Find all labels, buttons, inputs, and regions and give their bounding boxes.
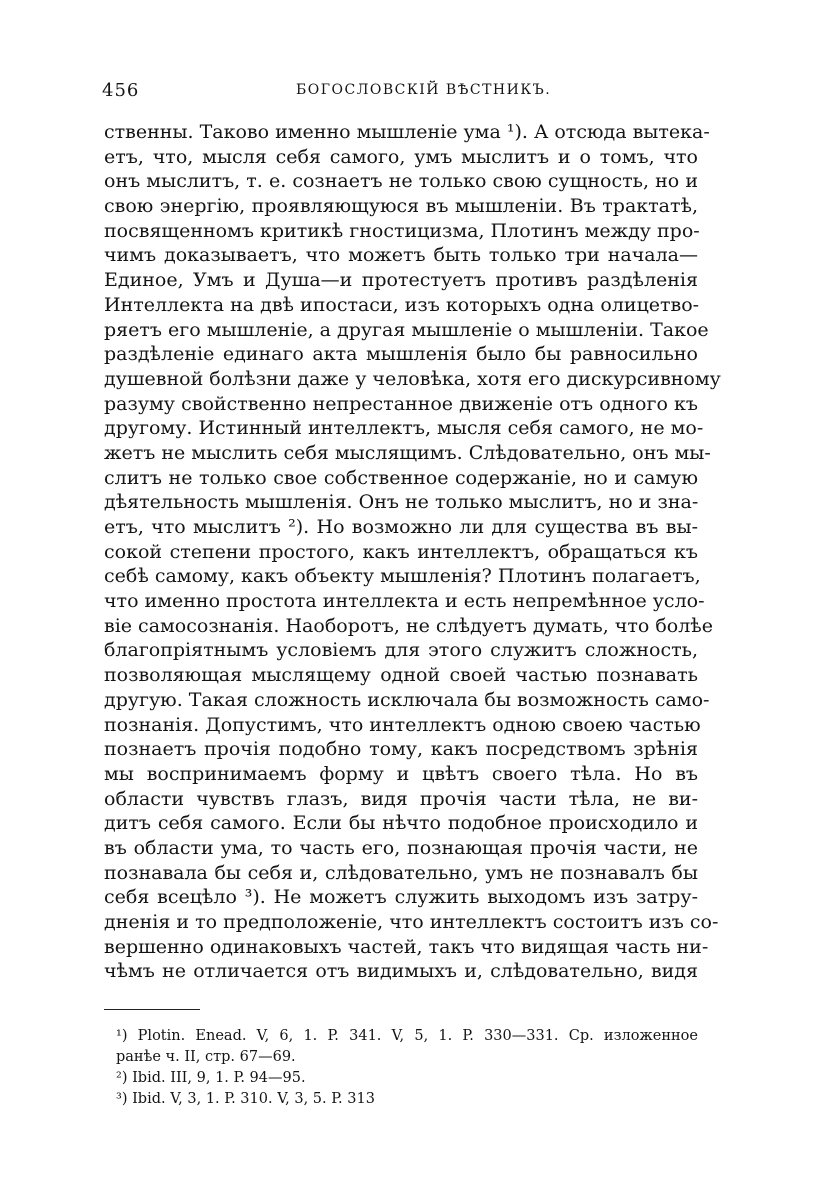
text-line: свою энергію, проявляющуюся въ мышленіи. Въ трактатѣ,: [104, 195, 698, 218]
text-line: разуму свойственно непрестанное движеніе отъ одного къ: [104, 392, 698, 415]
text-line: дитъ себя самого. Если бы нѣчто подобное происходило и: [104, 812, 698, 835]
page-header: [102, 72, 698, 101]
footnotes: [104, 1026, 698, 1110]
text-line: чѣмъ не отличается отъ видимыхъ и, слѣдовательно, видя: [104, 960, 698, 983]
text-line: благопріятнымъ условіемъ для этого служитъ сложность,: [104, 639, 698, 662]
text-line: етъ, что мыслитъ ²). Но возможно ли для существа въ вы-: [104, 516, 698, 538]
text-line: ряетъ его мышленіе, а другая мышленіе о мышленіи. Такое: [104, 318, 709, 341]
text-line: душевной болѣзни даже у человѣка, хотя его дискурсивному: [104, 367, 721, 390]
text-line: Единое, Умъ и Душа—и протестуетъ противъ раздѣленія: [104, 269, 698, 292]
body-text: [104, 120, 721, 984]
text-line: жетъ не мыслить себя мыслящимъ. Слѣдовательно, онъ мы-: [104, 441, 711, 464]
text-line: познавала бы себя и, слѣдовательно, умъ не познавалъ бы: [104, 861, 698, 884]
text-line: познанія. Допустимъ, что интеллектъ одною своею частью: [104, 713, 701, 736]
text-line: въ области ума, то часть его, познающая прочія части, не: [104, 836, 698, 859]
text-line: посвященномъ критикѣ гностицизма, Плотинъ между про-: [104, 219, 700, 242]
text-line: дненія и то предположеніе, что интеллектъ состоитъ изъ со-: [104, 911, 719, 933]
footnote-3: ³) Ibid. V, 3, 1. P. 310. V, 3, 5. P. 313: [116, 1091, 375, 1108]
text-line: познаетъ прочія подобно тому, какъ посредствомъ зрѣнія: [104, 738, 698, 761]
footnote-1-continued: ранѣе ч. II, стр. 67—69.: [116, 1049, 296, 1066]
text-line: мы воспринимаемъ форму и цвѣтъ своего тѣла. Но въ: [104, 762, 698, 785]
text-line: что именно простота интеллекта и есть непремѣнное усло-: [104, 590, 705, 613]
text-line: области чувствъ глазъ, видя прочія части тѣла, не ви-: [104, 787, 698, 810]
text-line: себѣ самому, какъ объекту мышленія? Плотинъ полагаетъ,: [104, 565, 701, 588]
text-line: другому. Истинный интеллектъ, мысля себя самого, не мо-: [104, 417, 704, 440]
footnote-divider: [104, 1009, 200, 1010]
running-head: БОГОСЛОВСКІЙ ВѢСТНИКЪ.: [296, 82, 552, 98]
text-line: вершенно одинаковыхъ частей, такъ что видящая часть ни-: [104, 935, 709, 958]
text-line: дѣятельность мышленія. Онъ не только мыслитъ, но и зна-: [104, 491, 699, 514]
text-line: сокой степени простого, какъ интеллектъ, обращаться къ: [104, 540, 698, 563]
book-page: [102, 72, 721, 1110]
page-number: 456: [102, 80, 140, 101]
text-line: чимъ доказываетъ, что можетъ быть только три начала—: [104, 244, 698, 267]
text-line: ственны. Таково именно мышленіе ума ¹). А отсюда вытека-: [104, 121, 710, 143]
text-line: Интеллекта на двѣ ипостаси, изъ которыхъ одна олицетво-: [104, 293, 700, 316]
footnote-2: ²) Ibid. III, 9, 1. P. 94—95.: [116, 1070, 306, 1087]
text-line: позволяющая мыслящему одной своей частью познавать: [104, 664, 698, 687]
text-line: другую. Такая сложность исключала бы возможность само-: [104, 688, 710, 711]
text-line: себя всецѣло ³). Не можетъ служить выходомъ изъ затру-: [104, 886, 698, 909]
footnote-1: ¹) Plotin. Enead. V, 6, 1. P. 341. V, 5, 1. P. 330—331. Ср. изложенное: [116, 1028, 698, 1045]
text-line: віе самосознанія. Наоборотъ, не слѣдуетъ думать, что болѣе: [104, 614, 713, 637]
text-line: слитъ не только свое собственное содержаніе, но и самую: [104, 466, 698, 489]
text-line: етъ, что, мысля себя самого, умъ мыслитъ и о томъ, что: [104, 145, 698, 168]
text-line: онъ мыслитъ, т. е. сознаетъ не только свою сущность, но и: [104, 170, 698, 193]
text-line: раздѣленіе единаго акта мышленія было бы равносильно: [104, 343, 698, 366]
